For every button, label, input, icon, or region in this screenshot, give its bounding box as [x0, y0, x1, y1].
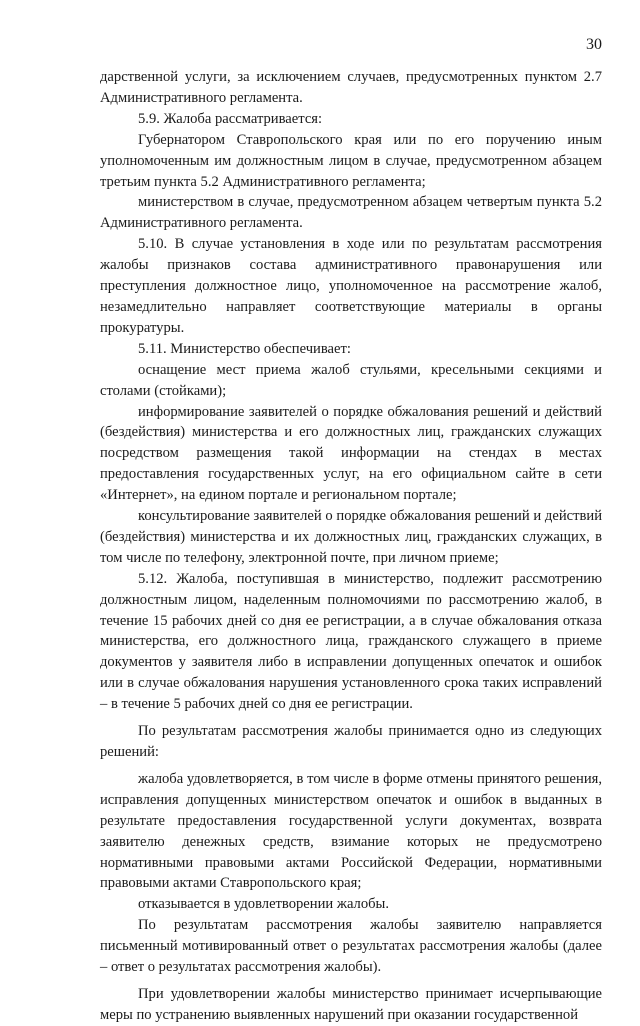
paragraph-governor: Губернатором Ставропольского края или по его поручению иным уполномоченным им должностным лицом в случае, предусмотренном абзацем третьим пункта 5.2 Административного регламента;: [100, 131, 602, 190]
paragraph-ministry: министерством в случае, предусмотренном абзацем четвертым пункта 5.2 Административного регламента.: [100, 194, 602, 232]
paragraph-5-11: 5.11. Министерство обеспечивает:: [138, 340, 351, 357]
paragraph-5-12: 5.12. Жалоба, поступившая в министерство, подлежит рассмотрению должностным лицом, наделенным полномочиями по рассмотрению жалоб, в течение 15 рабочих дней со дня ее регистрации, а в случае обжалования отказа министерства, его должностного лица, гражданского служащего в приеме документов у заявителя либо в исправлении допущенных опечаток и ошибок или в случае обжалования нарушения установленного срока таких исправлений – в течение 5 рабочих дней со дня ее регистрации.: [100, 570, 602, 713]
paragraph-response: По результатам рассмотрения жалобы заявителю направляется письменный мотивированный ответ о результатах рассмотрения жалобы (далее – ответ о результатах рассмотрения жалобы).: [100, 917, 602, 976]
paragraph-continuation: дарственной услуги, за исключением случаев, предусмотренных пунктом 2.7 Административного регламента.: [100, 69, 602, 106]
paragraph-measures: При удовлетворении жалобы министерство принимает исчерпывающие меры по устранению выявленных нарушений при оказании государственной: [100, 985, 602, 1023]
paragraph-informing: информирование заявителей о порядке обжалования решений и действий (бездействия) министерства и его должностных лиц, гражданских служащих посредством размещения такой информации на стендах в местах предоставления государственных услуг, на его официальном сайте в сети «Интернет», на едином портале и региональном портале;: [100, 403, 602, 504]
paragraph-5-9: 5.9. Жалоба рассматривается:: [138, 110, 323, 127]
page-number: 30: [586, 36, 602, 53]
paragraph-consulting: консультирование заявителей о порядке обжалования решений и действий (бездействия) министерства и их должностных лиц, гражданских служащих, в том числе по телефону, электронной почте, при личном приеме;: [100, 508, 602, 566]
paragraph-5-10: 5.10. В случае установления в ходе или по результатам рассмотрения жалобы признаков состава административного правонарушения или преступления должностное лицо, уполномоченное на рассмотрение жалоб, незамедлительно направляет соответствующие материалы в органы прокуратуры.: [100, 236, 602, 336]
paragraph-refused: отказывается в удовлетворении жалобы.: [138, 896, 390, 913]
paragraph-satisfied: жалоба удовлетворяется, в том числе в форме отмены принятого решения, исправления допущенных министерством опечаток и ошибок в выданных в результате предоставления государственной услуги документах, возврата заявителю денежных средств, взимание которых не предусмотрено нормативными правовыми актами Российской Федерации, нормативными правовыми актами Ставропольского края;: [100, 770, 602, 892]
document-body: [100, 67, 602, 1026]
paragraph-equipment: оснащение мест приема жалоб стульями, кресельными секциями и столами (стойками);: [100, 361, 602, 399]
paragraph-decisions: По результатам рассмотрения жалобы принимается одно из следующих решений:: [100, 723, 602, 760]
